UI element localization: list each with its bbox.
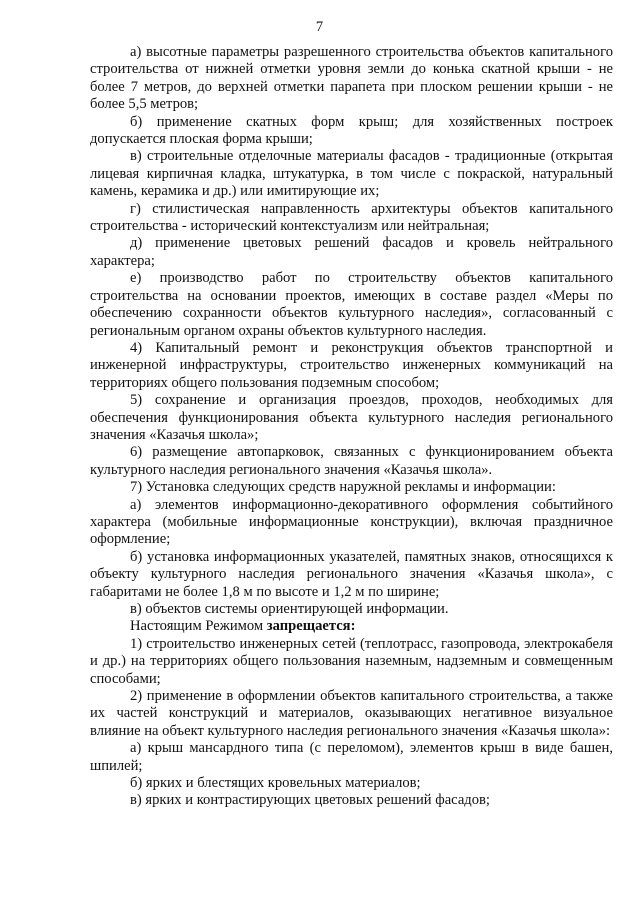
paragraph: 4) Капитальный ремонт и реконструкция объектов транспортной и инженерной инфраструктуры, строительство инженерных коммуникаций на территориях общего пользования подземным способом; [90, 339, 613, 391]
prohibition-heading [90, 618, 613, 635]
prohibition-intro: Настоящим Режимом [130, 618, 267, 635]
paragraph: а) высотные параметры разрешенного строительства объектов капитального строительства от нижней отметки уровня земли до конька скатной крыши - не более 7 метров, до верхней отметки парапета при плоском решении крыши - не более 5,5 метров; [90, 44, 613, 113]
paragraph: д) применение цветовых решений фасадов и кровель нейтрального характера; [90, 235, 613, 269]
page-number: 7 [315, 19, 324, 35]
paragraph: б) установка информационных указателей, памятных знаков, относящихся к объекту культурного наследия регионального значения «Казачья школа», с габаритами не более 1,8 м по высоте и 1,2 м по ширине; [90, 548, 613, 600]
paragraph: 2) применение в оформлении объектов капитального строительства, а также их частей конструкций и материалов, оказывающих негативное визуальное влияние на объект культурного наследия регионального значения «Казачья школа»: [90, 688, 613, 739]
document-body [90, 44, 613, 810]
prohibition-keyword: запрещается: [266, 618, 356, 635]
paragraph: а) элементов информационно-декоративного оформления событийного характера (мобильные информационные конструкции), включая праздничное оформление; [90, 496, 613, 548]
paragraph: е) производство работ по строительству объектов капитального строительства на основании проектов, имеющих в составе раздел «Меры по обеспечению сохранности объектов культурного наследия», согласованный с региональным органом охраны объектов культурного наследия. [90, 270, 613, 339]
paragraph: 5) сохранение и организация проездов, проходов, необходимых для обеспечения функционирования объекта культурного наследия регионального значения «Казачья школа»; [90, 392, 613, 443]
paragraph: в) объектов системы ориентирующей информации. [130, 601, 449, 617]
paragraph: в) ярких и контрастирующих цветовых решений фасадов; [130, 792, 490, 809]
paragraph: 1) строительство инженерных сетей (теплотрасс, газопровода, электрокабеля и др.) на территориях общего пользования наземным, надземным и совмещенным способами; [90, 635, 613, 687]
paragraph: 7) Установка следующих средств наружной рекламы и информации: [130, 479, 556, 496]
paragraph: г) стилистическая направленность архитектуры объектов капитального строительства - исторический контекстуализм или нейтральная; [90, 200, 613, 235]
paragraph: 6) размещение автопарковок, связанных с функционированием объекта культурного наследия регионального значения «Казачья школа». [90, 444, 613, 478]
paragraph: в) строительные отделочные материалы фасадов - традиционные (открытая лицевая кирпичная кладка, штукатурка, в том числе с покраской, натуральный камень, керамика и др.) или имитирующие их; [90, 148, 613, 200]
paragraph: а) крыш мансардного типа (с переломом), элементов крыш в виде башен, шпилей; [90, 740, 613, 774]
paragraph: б) применение скатных форм крыш; для хозяйственных построек допускается плоская форма крыши; [90, 113, 613, 148]
paragraph: б) ярких и блестящих кровельных материалов; [130, 775, 421, 792]
